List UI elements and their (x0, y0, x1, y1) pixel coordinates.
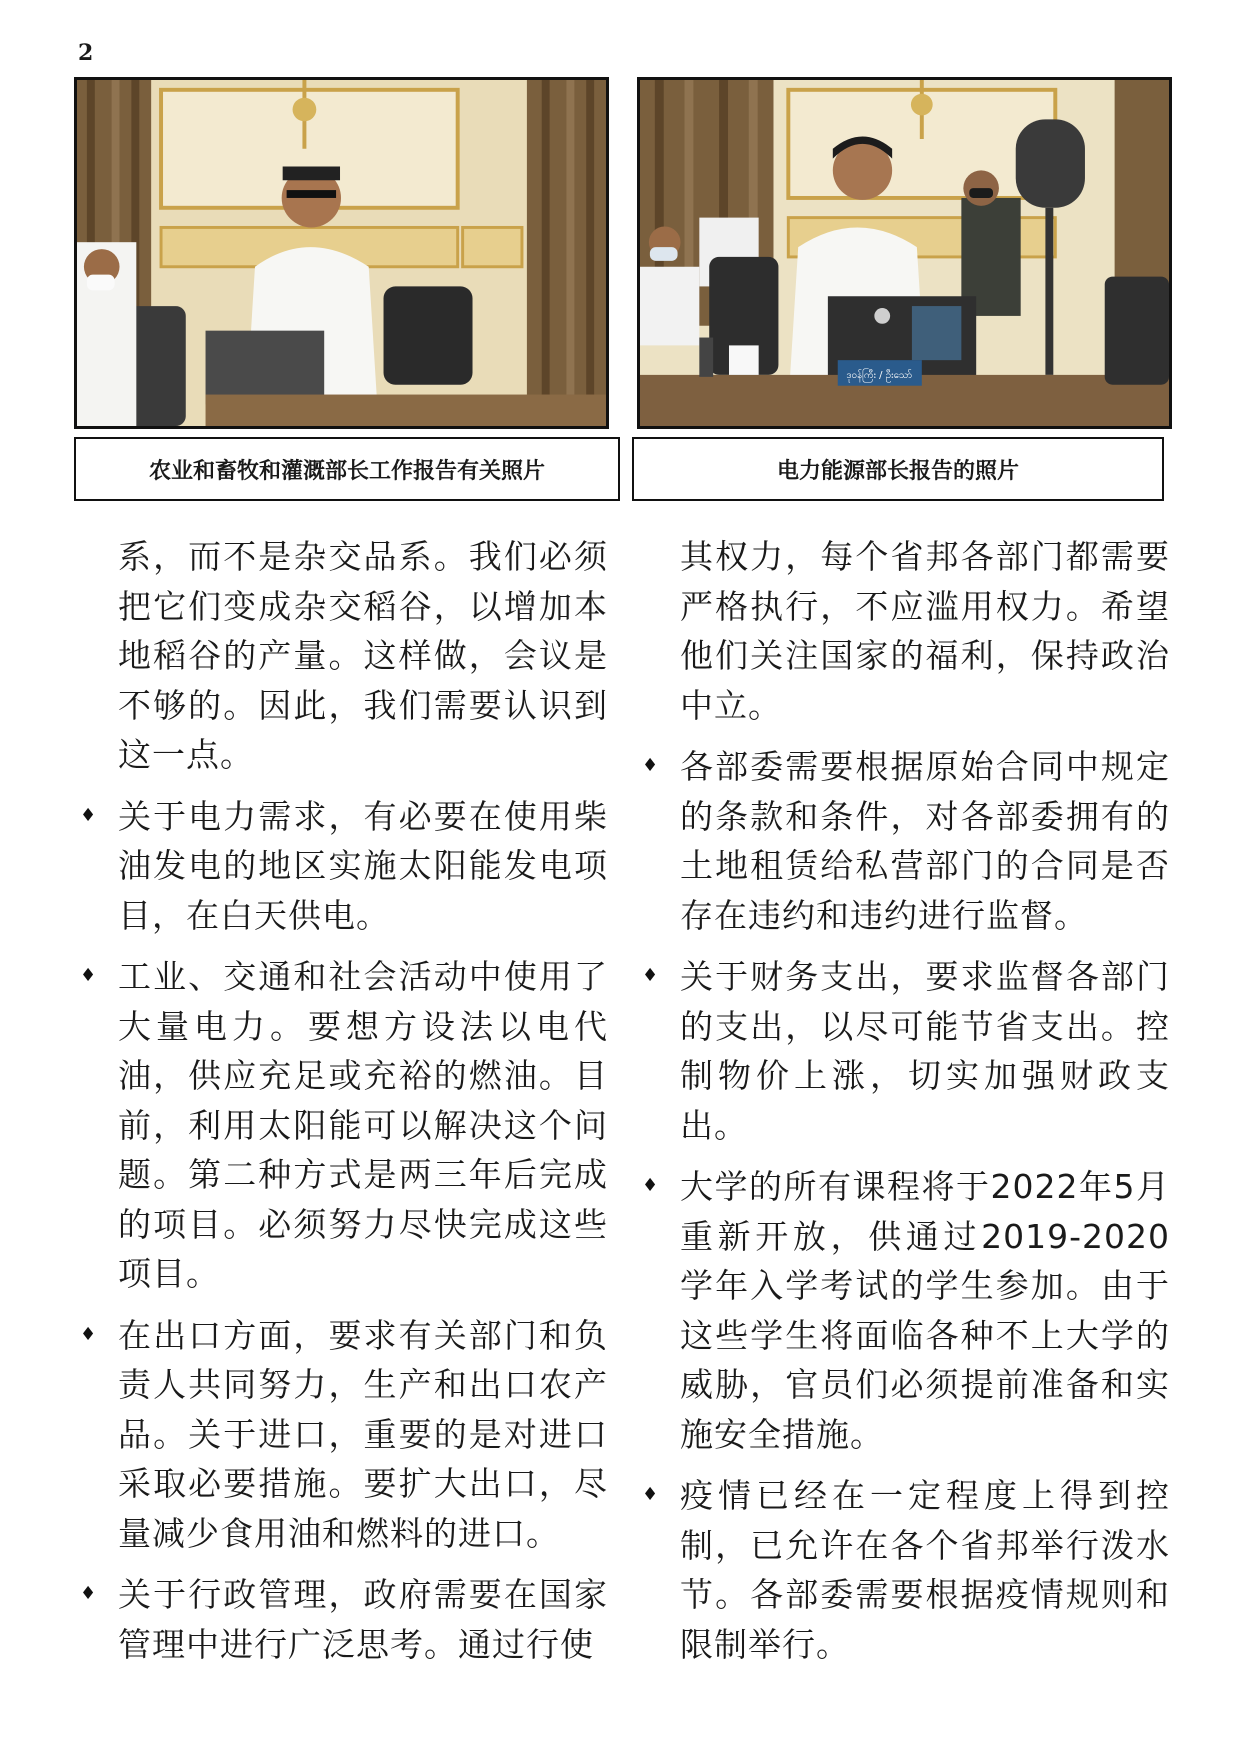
photo-caption-left (74, 437, 620, 501)
bullet-item (640, 1162, 1170, 1459)
diamond-bullet-icon: ♦ (642, 755, 660, 776)
bullet-item-text: 疫情已经在一定程度上得到控制，已允许在各个省邦举行泼水节。各部委需要根据疫情规则和限制举行。 (680, 1476, 1170, 1664)
page-number: 2 (78, 40, 94, 66)
bullet-item-text: 在出口方面，要求有关部门和负责人共同努力，生产和出口农产品。关于进口，重要的是对进口采取必要措施。要扩大出口，尽量减少食用油和燃料的进口。 (118, 1315, 608, 1553)
photo-caption-left-text: 农业和畜牧和灌溉部长工作报告有关照片 (148, 457, 545, 484)
diamond-bullet-icon: ♦ (80, 1583, 98, 1604)
paragraph-text: 其权力，每个省邦各部门都需要严格执行，不应滥用权力。希望他们关注国家的福利，保持政治中立。 (680, 537, 1170, 725)
bullet-item (78, 952, 608, 1299)
diamond-bullet-icon: ♦ (80, 1323, 98, 1345)
bullet-item-text: 关于电力需求，有必要在使用柴油发电的地区实施太阳能发电项目，在白天供电。 (118, 796, 608, 935)
paragraph-text: 系，而不是杂交品系。我们必须把它们变成杂交稻谷，以增加本地稻谷的产量。这样做，会议是不够的。因此，我们需要认识到这一点。 (118, 537, 608, 774)
diamond-bullet-icon: ♦ (80, 804, 98, 826)
bullet-item (640, 742, 1170, 940)
photo-caption-right-text: 电力能源部长报告的照片 (776, 457, 1019, 484)
photo-agriculture-minister-image (77, 80, 606, 426)
diamond-bullet-icon: ♦ (80, 965, 98, 986)
bullet-item-text: 工业、交通和社会活动中使用了大量电力。要想方设法以电代油，供应充足或充裕的燃油。目前，利用太阳能可以解决这个问题。第二种方式是两三年后完成的项目。必须努力尽快完成这些项目。 (118, 957, 608, 1293)
text-column-right (640, 532, 1170, 1681)
bullet-item-text: 关于行政管理，政府需要在国家管理中进行广泛思考。通过行使 (118, 1575, 608, 1664)
bullet-item-text: 各部委需要根据原始合同中规定的条款和条件，对各部委拥有的土地租赁给私营部门的合同是否存在违约和违约进行监督。 (680, 747, 1170, 935)
nameplate-text: ဒုဝန်ကြီး / ဦးသော် (846, 369, 913, 381)
paragraph (640, 532, 1170, 730)
photo-electricity-minister (637, 77, 1172, 429)
text-column-left (78, 532, 608, 1681)
bullet-item (78, 792, 608, 941)
bullet-item-text: 关于财务支出，要求监督各部门的支出，以尽可能节省支出。控制物价上涨，切实加强财政支出。 (680, 957, 1170, 1145)
photo-agriculture-minister (74, 77, 609, 429)
bullet-item-text: 大学的所有课程将于2022年5月重新开放，供通过2019-2020学年入学考试的学生参加。由于这些学生将面临各种不上大学的威胁，官员们必须提前准备和实施安全措施。 (680, 1167, 1170, 1454)
photo-caption-right (632, 437, 1164, 501)
bullet-item (78, 1311, 608, 1559)
diamond-bullet-icon: ♦ (642, 965, 660, 986)
diamond-bullet-icon: ♦ (642, 1175, 660, 1196)
paragraph (78, 532, 608, 780)
photo-electricity-minister-image (640, 80, 1169, 426)
bullet-item (78, 1570, 608, 1669)
bullet-item (640, 1471, 1170, 1669)
bullet-item (640, 952, 1170, 1150)
diamond-bullet-icon: ♦ (642, 1484, 660, 1505)
